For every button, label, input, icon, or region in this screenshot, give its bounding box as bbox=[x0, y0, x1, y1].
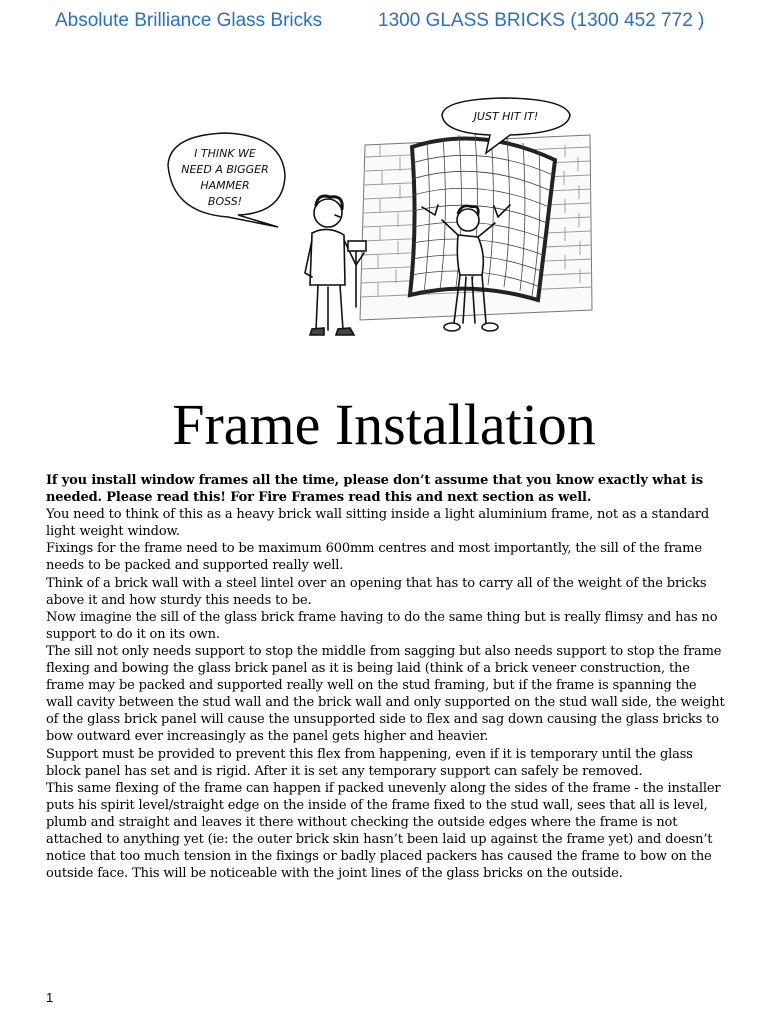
paragraph: Fixings for the frame need to be maximum 600mm centres and most importantly, the sill of the frame needs to be packed and supported really well. bbox=[46, 541, 702, 574]
speech-left-line-4: BOSS! bbox=[207, 195, 243, 208]
speech-bubble-left bbox=[168, 133, 285, 227]
page-title: Frame Installation bbox=[172, 392, 596, 457]
intro-paragraph: If you install window frames all the time, please don’t assume that you know exactly what is needed. Please read this! For Fire Frames read this and next section as well. bbox=[46, 473, 703, 506]
paragraph: Now imagine the sill of the glass brick frame having to do the same thing but is really flimsy and has no support to do it on its own. bbox=[46, 609, 718, 642]
speech-left-line-3: HAMMER bbox=[200, 179, 250, 192]
speech-left-line-1: I THINK WE bbox=[194, 147, 256, 160]
phone-number: 1300 GLASS BRICKS (1300 452 772 ) bbox=[378, 10, 705, 31]
speech-right-text: JUST HIT IT! bbox=[473, 110, 539, 123]
body-text bbox=[46, 472, 726, 882]
cartoon-illustration bbox=[160, 95, 600, 350]
page-number: 1 bbox=[46, 990, 54, 1005]
paragraph: You need to think of this as a heavy brick wall sitting inside a light aluminium frame, not as a standard light weight window. bbox=[46, 507, 710, 540]
worker-with-hammer bbox=[305, 196, 366, 335]
paragraph: Support must be provided to prevent this flex from happening, even if it is temporary until the glass block panel has set and is rigid. After it is set any temporary support can safely be removed. bbox=[46, 746, 693, 779]
paragraph: This same flexing of the frame can happen if packed unevenly along the sides of the frame - the installer puts his spirit level/straight edge on the inside of the frame fixed to the stud wall, sees that all is level, plumb and straight and leaves it there without checking the outside edges where the frame is not attached to anything yet (ie: the outer brick skin hasn’t been laid up against the frame yet) and doesn’t notice that too much tension in the fixings or badly placed packers has caused the frame to bow on the outside face. This will be noticeable with the joint lines of the glass bricks on the outside. bbox=[46, 780, 721, 882]
company-name: Absolute Brilliance Glass Bricks bbox=[55, 10, 323, 31]
paragraph: Think of a brick wall with a steel lintel over an opening that has to carry all of the weight of the bricks above it and how sturdy this needs to be. bbox=[46, 575, 707, 608]
speech-left-line-2: NEED A BIGGER bbox=[181, 163, 269, 176]
paragraph: The sill not only needs support to stop the middle from sagging but also needs support to stop the frame flexing and bowing the glass brick panel as it is being laid (think of a brick veneer construction, the frame may be packed and supported really well on the stud framing, but if the frame is spanning the wall cavity between the stud wall and the brick wall and only supported on the stud wall side, the weight of the glass brick panel will cause the unsupported side to flex and sag down causing the glass bricks to bow outward ever increasingly as the panel gets higher and heavier. bbox=[46, 643, 725, 745]
